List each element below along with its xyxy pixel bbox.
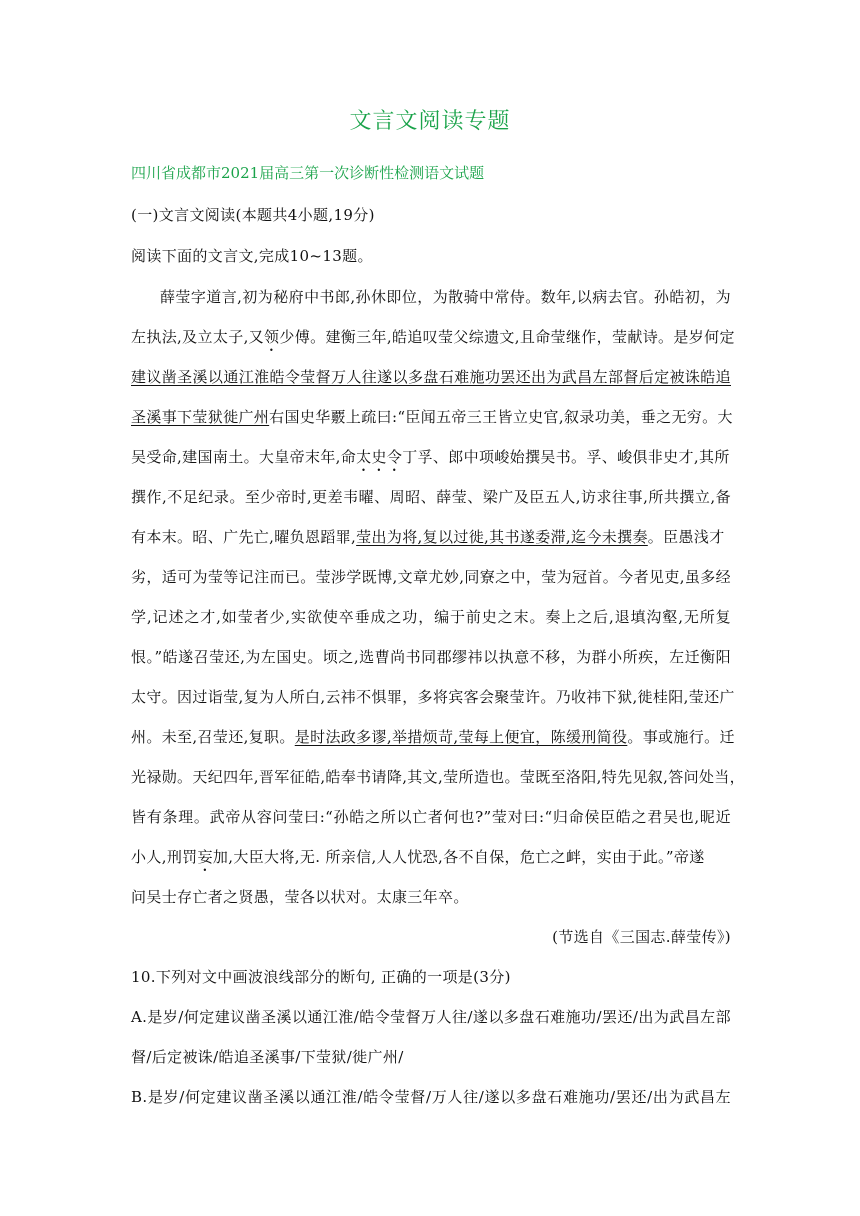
- question-10-stem: 10.下列对文中画波浪线部分的断句, 正确的一项是(3分): [131, 968, 511, 986]
- passage-text: 丁孚、郎中项峻始撰吴书。孚、峻俱非史才,其所: [402, 448, 730, 466]
- passage-text: 。臣愚浅才: [647, 528, 725, 546]
- instruction-text: 阅读下面的文言文,完成10~13题。: [131, 247, 373, 265]
- underlined-sentence: 是时法政多谬,举措烦苛,莹每上便宜，陈缓刑简役: [294, 728, 628, 746]
- document-title: 文言文阅读专题: [349, 109, 511, 134]
- passage-line-4: [131, 406, 731, 427]
- passage-line-2: [131, 326, 735, 355]
- passage-line-10: 恨。”皓遂召莹还,为左国史。顷之,选曹尚书同郡缪祎以执意不移，为群小所疾，左迁衡阳: [131, 648, 731, 666]
- wavy-underlined-text: 圣溪事下莹狱徙广州: [131, 408, 270, 426]
- passage-text: 州。未至,召莹还,复职。: [131, 728, 295, 746]
- passage-line-14: 皆有条理。武帝从容问莹曰:“孙皓之所以亡者何也?”莹对曰:“归命侯臣皓之君吴也,昵近: [131, 808, 731, 826]
- emphasis-dotted-word: 领: [264, 328, 280, 346]
- source-line: 四川省成都市2021届高三第一次诊断性检测语文试题: [131, 164, 485, 182]
- emphasis-dotted-word: 太史令: [356, 448, 403, 466]
- question-10-option-b: B.是岁/何定建议凿圣溪以通江淮/皓令莹督/万人往/遂以多盘石难施功/罢还/出为武昌左: [131, 1088, 731, 1106]
- passage-text: 右国史华覈上疏曰:“臣闻五帝三王皆立史官,叙录功美，垂之无穷。大: [269, 408, 733, 426]
- section-heading: (一)文言文阅读(本题共4小题,19分): [131, 206, 375, 224]
- passage-text: 少傅。建衡三年,皓追叹莹父综遗文,且命莹继作，莹献诗。是岁何定: [279, 328, 735, 346]
- passage-text: 左执法,及立太子,又: [131, 328, 265, 346]
- emphasis-dotted-word: 妄: [197, 848, 213, 866]
- passage-line-7: [131, 526, 731, 547]
- passage-line-13: 光禄勋。天纪四年,晋军征皓,皓奉书请降,其文,莹所造也。莹既至洛阳,特先见叙,答问处当，: [131, 768, 746, 786]
- passage-text: 加,大臣大将,无. 所亲信,人人忧恐,各不自保，危亡之衅，实由于此。”帝遂: [212, 848, 705, 866]
- passage-text: 。事或施行。迁: [627, 728, 735, 746]
- passage-line-6: 撰作,不足纪录。至少帝时,更差韦曜、周昭、薛莹、梁广及臣五人,访求往事,所共撰立,备: [131, 488, 731, 506]
- passage-line-8: 劣，适可为莹等记注而已。莹涉学既博,文章尤妙,同寮之中，莹为冠首。今者见吏,虽多经: [131, 568, 731, 586]
- question-10-option-a: A.是岁/何定建议凿圣溪以通江淮/皓令莹督万人往/遂以多盘石难施功/罢还/出为武昌左部: [131, 1008, 731, 1026]
- passage-line-16: 问吴士存亡者之贤愚，莹各以状对。太康三年卒。: [131, 888, 469, 906]
- passage-attribution: (节选自《三国志.薛莹传》): [552, 928, 731, 946]
- passage-text: 吴受命,建国南土。大皇帝末年,命: [131, 448, 357, 466]
- passage-line-1: 薛莹字道言,初为秘府中书郎,孙休即位，为散骑中常侍。数年,以病去官。孙皓初，为: [160, 288, 731, 306]
- passage-line-9: 学,记述之才,如莹者少,实欲使卒垂成之功，编于前史之末。奏上之后,退填沟壑,无所复: [131, 608, 731, 626]
- question-10-option-a-continued: 督/后定被诛/皓追圣溪事/下莹狱/徙广州/: [131, 1048, 404, 1066]
- passage-line-5: [131, 446, 731, 475]
- passage-line-12: [131, 726, 735, 747]
- passage-text: 小人,刑罚: [131, 848, 198, 866]
- passage-line-11: 太守。因过诣莹,复为人所白,云祎不惧罪，多将宾客会聚莹许。乃收祎下狱,徙桂阳,莹还广: [131, 688, 735, 706]
- underlined-sentence: 莹出为将,复以过徙,其书遂委滞,迄今未撰奏: [356, 528, 648, 546]
- passage-text: 有本末。昭、广先亡,曜负恩蹈罪,: [131, 528, 357, 546]
- passage-line-3-wavy-underlined: 建议凿圣溪以通江淮皓令莹督万人往遂以多盘石难施功罢还出为武昌左部督后定被诛皓追: [131, 368, 731, 386]
- passage-line-15: [131, 846, 731, 875]
